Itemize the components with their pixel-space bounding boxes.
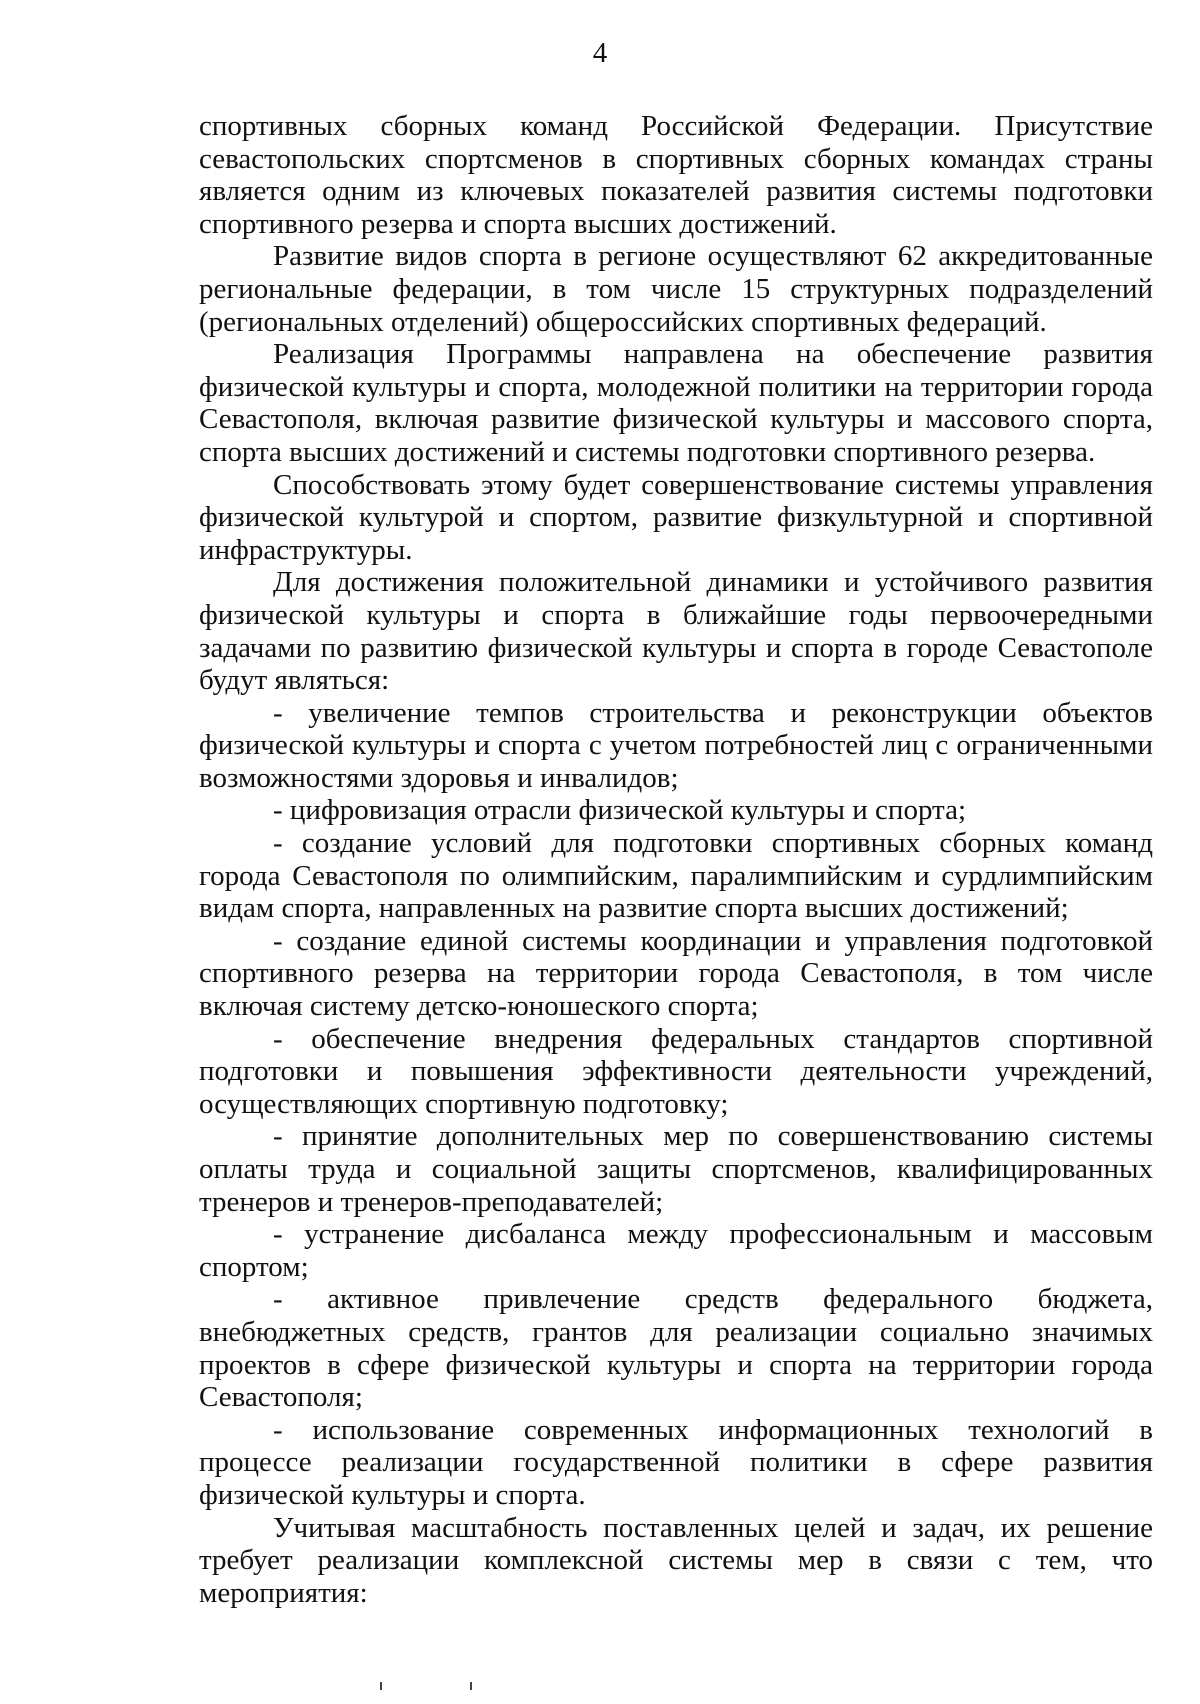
paragraph-management: Способствовать этому будет совершенствование системы управления физической культурой и спортом, развитие физкультурной и спортивной инфраструктуры.	[199, 468, 1153, 566]
list-item-national-teams: - создание условий для подготовки спортивных сборных команд города Севастополя по олимпийским, паралимпийским и сурдлимпийским видам спорта, направленных на развитие спорта высших достижений;	[199, 827, 1153, 925]
paragraph-continuation: спортивных сборных команд Российской Федерации. Присутствие севастопольских спортсменов в спортивных сборных командах страны является одним из ключевых показателей развития системы подготовки спортивного резерва и спорта высших достижений.	[199, 110, 1153, 240]
paragraph-tasks-intro: Для достижения положительной динамики и устойчивого развития физической культуры и спорта в ближайшие годы первоочередными задачами по развитию физической культуры и спорта в городе Севастополе будут являться:	[199, 566, 1153, 697]
list-item-digitalization: - цифровизация отрасли физической культуры и спорта;	[273, 794, 967, 827]
paragraph-conclusion: Учитывая масштабность поставленных целей и задач, их решение требует реализации комплексной системы мер в связи с тем, что мероприятия:	[199, 1511, 1153, 1609]
scan-marks	[380, 1682, 480, 1690]
list-item-wages: - принятие дополнительных мер по совершенствованию системы оплаты труда и социальной защиты спортсменов, квалифицированных тренеров и тренеров-преподавателей;	[199, 1120, 1153, 1218]
list-item-standards: - обеспечение внедрения федеральных стандартов спортивной подготовки и повышения эффективности деятельности учреждений, осуществляющих спортивную подготовку;	[199, 1022, 1153, 1120]
scan-mark	[470, 1682, 472, 1690]
list-item-coordination: - создание единой системы координации и управления подготовкой спортивного резерва на территории города Севастополя, в том числе включая систему детско-юношеского спорта;	[199, 924, 1153, 1023]
document-body	[199, 110, 1153, 1609]
list-item-construction: - увеличение темпов строительства и реконструкции объектов физической культуры и спорта с учетом потребностей лиц с ограниченными возможностями здоровья и инвалидов;	[199, 696, 1153, 794]
scan-mark	[380, 1682, 382, 1690]
list-item-imbalance: - устранение дисбаланса между профессиональным и массовым спортом;	[199, 1218, 1153, 1283]
list-item-it: - использование современных информационных технологий в процессе реализации государственной политики в сфере развития физической культуры и спорта.	[199, 1413, 1153, 1511]
paragraph-program-goal: Реализация Программы направлена на обеспечение развития физической культуры и спорта, молодежной политики на территории города Севастополя, включая развитие физической культуры и массового спорта, спорта высших достижений и системы подготовки спортивного резерва.	[199, 338, 1153, 468]
list-item-funding: - активное привлечение средств федерального бюджета, внебюджетных средств, грантов для реализации социально значимых проектов в сфере физической культуры и спорта на территории города Севастополя;	[199, 1283, 1153, 1414]
paragraph-federations: Развитие видов спорта в регионе осуществляют 62 аккредитованные региональные федерации, в том числе 15 структурных подразделений (региональных отделений) общероссийских спортивных федераций.	[199, 240, 1153, 338]
page-number: 4	[592, 37, 608, 69]
